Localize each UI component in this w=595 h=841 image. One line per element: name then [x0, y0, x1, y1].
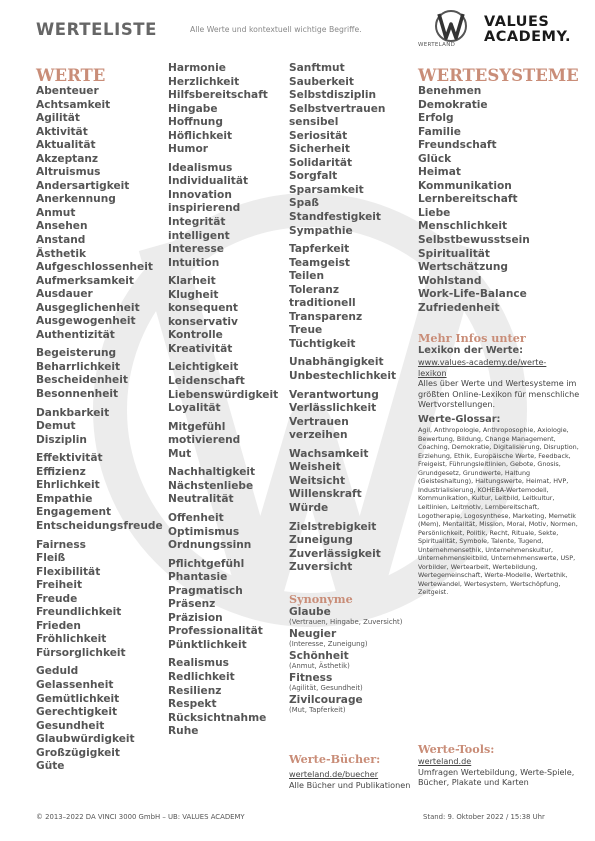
- wert-item: Nächstenliebe: [168, 479, 254, 492]
- lexikon-label: Lexikon der Werte:: [418, 345, 524, 357]
- wert-item: Ausgeglichenheit: [36, 301, 140, 314]
- werteland-logo-text: WERTELAND: [418, 42, 456, 48]
- wert-item: Redlichkeit: [168, 670, 235, 683]
- wert-item: Rücksichtnahme: [168, 711, 267, 724]
- wertesystem-item: Liebe: [418, 206, 451, 219]
- synonym-note: (Anmut, Ästhetik): [289, 662, 350, 671]
- wert-item: Ausgewogenheit: [36, 315, 136, 328]
- wert-item: Mitgefühl: [168, 420, 226, 433]
- wertesystem-item: Erfolg: [418, 112, 454, 125]
- wert-item: Tüchtigkeit: [289, 337, 356, 350]
- wert-item: Aufmerksamkeit: [36, 274, 134, 287]
- werte-group: [168, 275, 286, 356]
- wert-item: Phantasie: [168, 571, 228, 584]
- werte-group: [36, 452, 166, 533]
- wert-item: Präzision: [168, 611, 223, 624]
- wert-item: Seriosität: [289, 129, 348, 142]
- wert-item: Freundlichkeit: [36, 606, 122, 619]
- wert-item: Offenheit: [168, 511, 224, 524]
- wert-item: Unabhängigkeit: [289, 356, 384, 369]
- synonym-note: (Mut, Tapferkeit): [289, 706, 346, 715]
- wert-item: Fürsorglichkeit: [36, 646, 126, 659]
- werte-group: [289, 521, 411, 575]
- wert-item: Zuneigung: [289, 534, 353, 547]
- wert-item: Kontrolle: [168, 329, 223, 342]
- wertesysteme-heading: WERTESYSTEME: [418, 66, 579, 85]
- wert-item: Sanftmut: [289, 62, 345, 74]
- wert-item: Optimismus: [168, 525, 240, 538]
- wert-item: Aktivität: [36, 125, 88, 138]
- tools-section: [418, 742, 580, 788]
- lexikon-text: Alles über Werte und Wertesysteme im größten Online-Lexikon für menschliche Wertvorstellungen.: [418, 378, 580, 410]
- wert-item: Besonnenheit: [36, 388, 119, 401]
- wert-item: inspirierend: [168, 202, 241, 215]
- wert-item: Präsenz: [168, 598, 216, 611]
- values-academy-logo: VALUES ACADEMY.: [484, 14, 572, 45]
- wert-item: Willenskraft: [289, 488, 362, 501]
- werte-group: [289, 448, 411, 516]
- werte-column-3: [289, 62, 411, 790]
- wert-item: Glaubwürdigkeit: [36, 733, 135, 746]
- wert-item: Resilienz: [168, 684, 222, 697]
- synonym-word: Fitness: [289, 671, 333, 684]
- wert-item: intelligent: [168, 229, 230, 242]
- wertesystem-item: Wohlstand: [418, 274, 482, 287]
- wert-item: Leidenschaft: [168, 375, 245, 388]
- wert-item: Individualität: [168, 175, 249, 188]
- wert-item: Großzügigkeit: [36, 746, 120, 759]
- glossar-text: Agil, Anthropologie, Anthroposophie, Axiologie, Bewertung, Bildung, Change Management, Coaching, Demokratie, Digitalisierung, Disruption, Erziehung, Ethik, Europäische Werte, Feedback, Freigeist, Führungsleitlinien, Gebote, Gnosis, Grundgesetz, Grundwerte, Haltung (Geisteshaltung), Haltungswerte, Heimat, HVP, Industrialisierung, KOHEBA-Wertemodell, Kommunikation, Kultur, Leitbild, Leitkultur, Leitlinien, Leitmotiv, Lernbereitschaft, Logotherapie, Logosynthese, Marketing, Memetik (Mem), Mentalität, Mission, Moral, Motiv, Normen, Persönlichkeit, Politik, Recht, Rituale, Sekte, Spiritualität, Symbole, Talente, Tugend, Unternehmensethik, Unternehmenskultur, Unternehmensleitbild, Unternehmenswerte, USP, Vorbilder, Wertearbeit, Wertebildung, Wertegemeinschaft, Werte-Modelle, Wertethik, Wertewandel, Wertesystem, Wertschöpfung, Zeitgeist.: [418, 426, 579, 597]
- werte-group: [168, 512, 286, 553]
- werte-group: [36, 665, 166, 773]
- wert-item: Frieden: [36, 619, 81, 632]
- werte-column-2: [168, 62, 286, 744]
- wertesystem-item: Familie: [418, 125, 461, 138]
- infos-section: [418, 331, 580, 597]
- wert-item: Sparsamkeit: [289, 183, 364, 196]
- wert-item: Effektivität: [36, 452, 103, 465]
- werte-heading: WERTE: [36, 66, 106, 85]
- wert-item: Selbstdisziplin: [289, 89, 377, 102]
- buecher-section: [289, 752, 419, 790]
- wert-item: Nachhaltigkeit: [168, 466, 256, 479]
- wert-item: Sorgfalt: [289, 170, 338, 183]
- werte-group: [168, 421, 286, 462]
- wertesystem-item: Benehmen: [418, 85, 482, 97]
- wertesystem-item: Work-Life-Balance: [418, 288, 527, 301]
- synonym-word: Schönheit: [289, 649, 349, 662]
- wertesystem-item: Demokratie: [418, 98, 488, 111]
- wert-item: konservativ: [168, 315, 238, 328]
- wert-item: Ansehen: [36, 220, 88, 233]
- wertesystem-item: Lernbereitschaft: [418, 193, 518, 206]
- wert-item: Hingabe: [168, 102, 218, 115]
- wert-item: Humor: [168, 143, 208, 156]
- wertesystem-item: Spiritualität: [418, 247, 490, 260]
- page-title: WERTELISTE: [36, 20, 158, 39]
- buecher-link[interactable]: werteland.de/buecher: [289, 769, 379, 779]
- wert-item: Zuverlässigkeit: [289, 547, 381, 560]
- synonym-note: (Interesse, Zuneigung): [289, 640, 368, 649]
- wert-item: traditionell: [289, 297, 356, 310]
- wert-item: Transparenz: [289, 310, 363, 323]
- wert-item: Anstand: [36, 234, 86, 247]
- wert-item: Empathie: [36, 492, 93, 505]
- wert-item: Demut: [36, 420, 76, 433]
- wert-item: Agilität: [36, 112, 80, 125]
- wert-item: Fröhlichkeit: [36, 633, 107, 646]
- wert-item: Authentizität: [36, 328, 115, 341]
- wert-item: Aufgeschlossenheit: [36, 261, 153, 274]
- page-subtitle: Alle Werte und kontextuell wichtige Begriffe.: [190, 25, 362, 34]
- buecher-heading: Werte-Bücher:: [289, 752, 381, 766]
- wert-item: sensibel: [289, 116, 339, 129]
- werte-group: [168, 657, 286, 738]
- wert-item: Akzeptanz: [36, 152, 99, 165]
- tools-heading: Werte-Tools:: [418, 742, 495, 756]
- wert-item: Leichtigkeit: [168, 361, 239, 374]
- wert-item: Toleranz: [289, 283, 339, 296]
- werte-group: [168, 558, 286, 653]
- wert-item: Fairness: [36, 538, 86, 551]
- wert-item: Klarheit: [168, 275, 216, 288]
- werte-group: [168, 62, 286, 157]
- wert-item: Andersartigkeit: [36, 179, 130, 192]
- synonym-word: Glaube: [289, 605, 331, 618]
- wert-item: Zielstrebigkeit: [289, 520, 377, 533]
- lexikon-link[interactable]: www.values-academy.de/werte-lexikon: [418, 357, 547, 378]
- wert-item: Begeisterung: [36, 347, 117, 360]
- wert-item: Abenteuer: [36, 85, 99, 97]
- werte-group: [36, 407, 166, 448]
- wert-item: Anmut: [36, 206, 76, 219]
- wert-item: Güte: [36, 760, 65, 773]
- wert-item: Disziplin: [36, 433, 87, 446]
- wert-item: Standfestigkeit: [289, 211, 381, 224]
- wert-item: Solidarität: [289, 156, 353, 169]
- wertesystem-item: Selbstbewusstsein: [418, 234, 530, 247]
- tools-link[interactable]: werteland.de: [418, 756, 472, 766]
- wert-item: Ruhe: [168, 725, 199, 738]
- wert-item: Engagement: [36, 506, 112, 519]
- wert-item: Hilfsbereitschaft: [168, 89, 268, 102]
- wert-item: Achtsamkeit: [36, 98, 111, 111]
- wert-item: Teamgeist: [289, 256, 350, 269]
- wert-item: Klugheit: [168, 288, 219, 301]
- tools-text: Umfragen Wertebildung, Werte-Spiele, Bücher, Plakate und Karten: [418, 766, 575, 788]
- wert-item: Höflichkeit: [168, 129, 233, 142]
- wert-item: Gemütlichkeit: [36, 692, 120, 705]
- wert-item: Beharrlichkeit: [36, 360, 121, 373]
- synonym-note: (Vertrauen, Hingabe, Zuversicht): [289, 618, 403, 627]
- wert-item: Effizienz: [36, 465, 86, 478]
- wert-item: Treue: [289, 324, 323, 337]
- synonyme-heading: Synonyme: [289, 591, 353, 606]
- werte-group: [36, 347, 166, 401]
- infos-heading: Mehr Infos unter: [418, 331, 526, 346]
- wert-item: Idealismus: [168, 161, 233, 174]
- wert-item: Vertrauen: [289, 415, 349, 428]
- wertesystem-item: Wertschätzung: [418, 261, 508, 274]
- wertesystem-item: Heimat: [418, 166, 461, 179]
- wert-item: Spaß: [289, 197, 319, 210]
- footer-copyright: © 2013–2022 DA VINCI 3000 GmbH – UB: VALUES ACADEMY: [36, 813, 245, 821]
- wert-item: Herzlichkeit: [168, 75, 240, 88]
- werte-group: [289, 243, 411, 351]
- wert-item: Ehrlichkeit: [36, 479, 100, 492]
- werte-group: [289, 389, 411, 443]
- werte-group: [289, 62, 411, 238]
- wert-item: Altruismus: [36, 166, 101, 179]
- synonyme-section: [289, 592, 411, 716]
- wert-item: verzeihen: [289, 429, 348, 442]
- wert-item: Bescheidenheit: [36, 374, 128, 387]
- werte-group: [36, 539, 166, 661]
- wert-item: Pünktlichkeit: [168, 638, 247, 651]
- wertesystem-item: Kommunikation: [418, 179, 512, 192]
- wert-item: Anerkennung: [36, 193, 116, 206]
- wert-item: Weisheit: [289, 461, 341, 474]
- wert-item: Integrität: [168, 216, 226, 229]
- wert-item: konsequent: [168, 302, 238, 315]
- synonym-word: Zivilcourage: [289, 693, 363, 706]
- wert-item: Freiheit: [36, 579, 83, 592]
- wertesystem-item: Zufriedenheit: [418, 301, 500, 314]
- wert-item: Kreativität: [168, 342, 233, 355]
- wert-item: Ordnungssinn: [168, 539, 252, 552]
- wert-item: Geduld: [36, 665, 79, 678]
- wert-item: Innovation: [168, 188, 232, 201]
- wert-item: Verlässlichkeit: [289, 402, 377, 415]
- wert-item: Respekt: [168, 698, 217, 711]
- wert-item: Wachsamkeit: [289, 447, 369, 460]
- wertesysteme-column: [418, 66, 580, 788]
- wert-item: Hoffnung: [168, 116, 223, 129]
- wert-item: Pflichtgefühl: [168, 557, 245, 570]
- wert-item: Liebenswürdigkeit: [168, 388, 279, 401]
- wert-item: Weitsicht: [289, 474, 346, 487]
- wert-item: Loyalität: [168, 402, 221, 415]
- werte-group: [168, 466, 286, 507]
- wert-item: Dankbarkeit: [36, 406, 110, 419]
- werte-group: [36, 85, 166, 342]
- buecher-text: Alle Bücher und Publikationen: [289, 779, 411, 790]
- wert-item: Ausdauer: [36, 288, 93, 301]
- synonym-note: (Agilität, Gesundheit): [289, 684, 363, 693]
- wertesystem-item: Menschlichkeit: [418, 220, 508, 233]
- wert-item: Ästhetik: [36, 247, 87, 260]
- wert-item: Harmonie: [168, 62, 226, 74]
- wert-item: Intuition: [168, 256, 220, 269]
- wert-item: Teilen: [289, 270, 324, 283]
- werte-group: [168, 162, 286, 270]
- werte-column-1: [36, 66, 166, 779]
- wert-item: Fleiß: [36, 552, 66, 565]
- wert-item: Verantwortung: [289, 388, 379, 401]
- werte-group: [168, 361, 286, 415]
- wert-item: Würde: [289, 501, 329, 514]
- wert-item: Sicherheit: [289, 143, 350, 156]
- footer-date: Stand: 9. Oktober 2022 / 15:38 Uhr: [423, 813, 545, 821]
- wert-item: Flexibilität: [36, 565, 101, 578]
- synonym-word: Neugier: [289, 627, 337, 640]
- wert-item: Sauberkeit: [289, 75, 354, 88]
- wert-item: Gesundheit: [36, 719, 105, 732]
- wert-item: Sympathie: [289, 224, 353, 237]
- wert-item: Selbstvertrauen: [289, 102, 386, 115]
- wert-item: Gelassenheit: [36, 678, 114, 691]
- wert-item: Aktualität: [36, 139, 96, 152]
- werte-group: [289, 356, 411, 383]
- wert-item: Entscheidungsfreude: [36, 519, 163, 532]
- wert-item: Professionalität: [168, 625, 263, 638]
- wert-item: Freude: [36, 592, 78, 605]
- wert-item: Pragmatisch: [168, 584, 243, 597]
- wert-item: Gerechtigkeit: [36, 706, 118, 719]
- glossar-label: Werte-Glossar:: [418, 414, 501, 426]
- wert-item: Unbestechlichkeit: [289, 370, 397, 383]
- wert-item: Realismus: [168, 657, 229, 670]
- wert-item: motivierend: [168, 434, 241, 447]
- wertesystem-item: Glück: [418, 152, 452, 165]
- wert-item: Zuversicht: [289, 561, 353, 574]
- wert-item: Mut: [168, 447, 192, 460]
- wert-item: Tapferkeit: [289, 243, 350, 256]
- wert-item: Neutralität: [168, 493, 234, 506]
- wertesystem-item: Freundschaft: [418, 139, 497, 152]
- wert-item: Interesse: [168, 243, 224, 256]
